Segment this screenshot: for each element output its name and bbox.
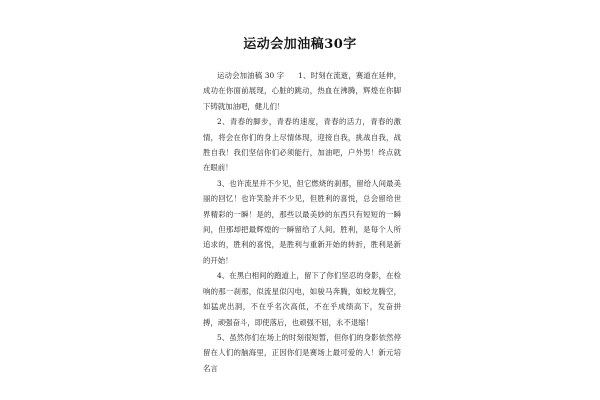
paragraph-2: 2、青春的脚步，青春的速度，青春的活力，青春的激情，将会在你们的身上尽情体现，迎接自我，挑战自我，战胜自我！我们坚信你们必须能行，加油吧，户外男！终点就在眼前！ bbox=[203, 117, 401, 173]
paragraph-4: 4、在黑白相间的跑道上，留下了你们坚忍的身影，在检响的那一刹那，似流星似闪电，如骏马奔腾，如蛟龙腾空，如猛虎出洞，不在乎名次高低，不在乎成绩高下，发奋拼搏，顽强奋斗，即使落后，也顽强不屈，永不退缩！ bbox=[203, 271, 401, 327]
paragraph-5: 5、虽然你们在场上的时刻很短暂，但你们的身影依然停留在人们的脑海里，正因你们是赛场上最可爱的人！新元培名言 bbox=[203, 332, 401, 373]
document-title: 运动会加油稿30字 bbox=[243, 37, 357, 52]
paragraph-3: 3、也许流星并不少见，但它燃烧的刹那，留给人间最美丽的回忆！也许笑脸并不少见，但胜利的喜悦，总会留给世界精彩的一瞬！是的，那些以最美妙的东西只有短短的一瞬间，但那却把最辉煌的一瞬留给了人间。胜利，是每个人所追求的，胜利的喜悦，是胜利与重新开始的转折，胜利是新的开始！ bbox=[203, 178, 401, 265]
document-body bbox=[203, 68, 401, 376]
intro-heading: 运动会加油稿 30 字 bbox=[217, 71, 285, 80]
paragraph-1 bbox=[203, 68, 401, 114]
paragraph-text: 1、时刻在流逝，赛道在延伸，成功在你面前展现，心脏的跳动，热血在沸腾，辉煌在你脚下铸就加油吧，健儿们！ bbox=[203, 71, 401, 111]
